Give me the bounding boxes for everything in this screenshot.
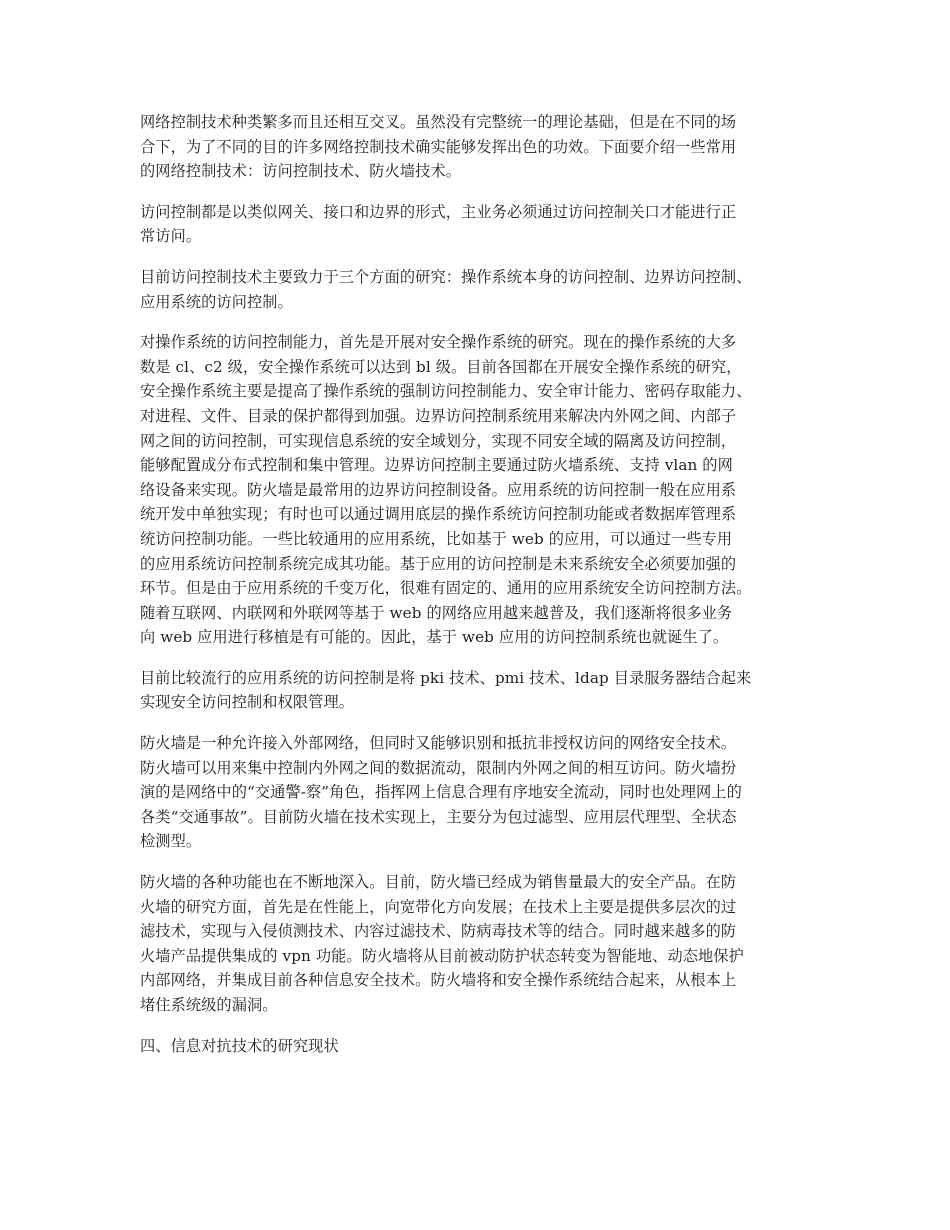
paragraph-access-control-form [140, 200, 830, 249]
text-line: 防火墙可以用来集中控制内外网之间的数据流动，限制内外网之间的相互访问。防火墙扮 [140, 758, 737, 777]
text-line: 目前访问控制技术主要致力于三个方面的研究：操作系统本身的访问控制、边界访问控制、 [140, 267, 752, 286]
text-line: 堵住系统级的漏洞。 [140, 996, 278, 1014]
text-line: 安全操作系统主要是提高了操作系统的强制访问控制能力、安全审计能力、密码存取能力、 [140, 382, 752, 401]
text-line: 火墙产品提供集成的 vpn 功能。防火墙将从目前被动防护状态转变为智能地、动态地保护 [140, 946, 744, 965]
text-line: 各类“交通事故”。目前防火墙在技术实现上，主要分为包过滤型、应用层代理型、全状态 [140, 807, 737, 826]
text-line: 合下，为了不同的目的许多网络控制技术确实能够发挥出色的功效。下面要介绍一些常用 [140, 137, 737, 156]
text-line: 防火墙的各种功能也在不断地深入。目前，防火墙已经成为销售量最大的安全产品。在防 [140, 873, 737, 892]
section-heading-text: 四、信息对抗技术的研究现状 [140, 1036, 339, 1055]
text-line: 向 web 应用进行移植是有可能的。因此，基于 web 应用的访问控制系统也就诞生了。 [140, 628, 729, 647]
text-line: 防火墙是一种允许接入外部网络，但同时又能够识别和抵抗非授权访问的网络安全技术。 [140, 734, 737, 753]
text-line: 应用系统的访问控制。 [140, 292, 293, 311]
text-line: 访问控制都是以类似网关、接口和边界的形式，主业务必须通过访问控制关口才能进行正 [140, 202, 737, 221]
text-line: 的网络控制技术：访问控制技术、防火墙技术。 [140, 162, 462, 181]
text-line: 目前比较流行的应用系统的访问控制是将 pki 技术、pmi 技术、ldap 目录服务器结合起来 [140, 668, 752, 687]
paragraph-os-access-control [140, 330, 830, 650]
text-line: 检测型。 [140, 832, 202, 851]
paragraph-pki-pmi-ldap [140, 666, 830, 715]
text-line: 数是 cl、c2 级，安全操作系统可以达到 bl 级。目前各国都在开展安全操作系统的研究， [140, 357, 742, 376]
section-heading [140, 1034, 830, 1059]
text-line: 统访问控制功能。一些比较通用的应用系统，比如基于 web 的应用，可以通过一些专用 [140, 529, 733, 548]
text-line: 的应用系统访问控制系统完成其功能。基于应用的访问控制是未来系统安全必须要加强的 [140, 554, 737, 573]
text-line: 火墙的研究方面，首先是在性能上，向宽带化方向发展；在技术上主要是提供多层次的过 [140, 897, 737, 916]
text-line: 滤技术，实现与入侵侦测技术、内容过滤技术、防病毒技术等的结合。同时越来越多的防 [140, 922, 737, 941]
text-line: 演的是网络中的“交通警-察”角色，指挥网上信息合理有序地安全流动，同时也处理网上的 [140, 783, 742, 802]
text-line: 对进程、文件、目录的保护都得到加强。边界访问控制系统用来解决内外网之间、内部子 [140, 406, 737, 425]
paragraph-firewall-definition [140, 731, 830, 854]
document-page [140, 110, 830, 1074]
text-line: 实现安全访问控制和权限管理。 [140, 693, 355, 712]
text-line: 统开发中单独实现；有时也可以通过调用底层的操作系统访问控制功能或者数据库管理系 [140, 505, 737, 524]
paragraph-access-control-research [140, 265, 830, 314]
text-line: 内部网络，并集成目前各种信息安全技术。防火墙将和安全操作系统结合起来，从根本上 [140, 971, 737, 990]
paragraph-network-control-intro [140, 110, 830, 184]
text-line: 随着互联网、内联网和外联网等基于 web 的网络应用越来越普及，我们逐渐将很多业务 [140, 603, 733, 622]
text-line: 环节。但是由于应用系统的千变万化，很难有固定的、通用的应用系统安全访问控制方法。 [140, 579, 752, 598]
text-line: 网络控制技术种类繁多而且还相互交叉。虽然没有完整统一的理论基础，但是在不同的场 [140, 113, 737, 131]
paragraph-firewall-development [140, 870, 830, 1018]
text-line: 络设备来实现。防火墙是最常用的边界访问控制设备。应用系统的访问控制一般在应用系 [140, 480, 737, 499]
text-line: 常访问。 [140, 227, 202, 246]
text-line: 能够配置成分布式控制和集中管理。边界访问控制主要通过防火墙系统、支持 vlan 的网 [140, 456, 733, 475]
text-line: 网之间的访问控制，可实现信息系统的安全域划分，实现不同安全域的隔离及访问控制， [140, 431, 737, 450]
text-line: 对操作系统的访问控制能力，首先是开展对安全操作系统的研究。现在的操作系统的大多 [140, 333, 737, 352]
